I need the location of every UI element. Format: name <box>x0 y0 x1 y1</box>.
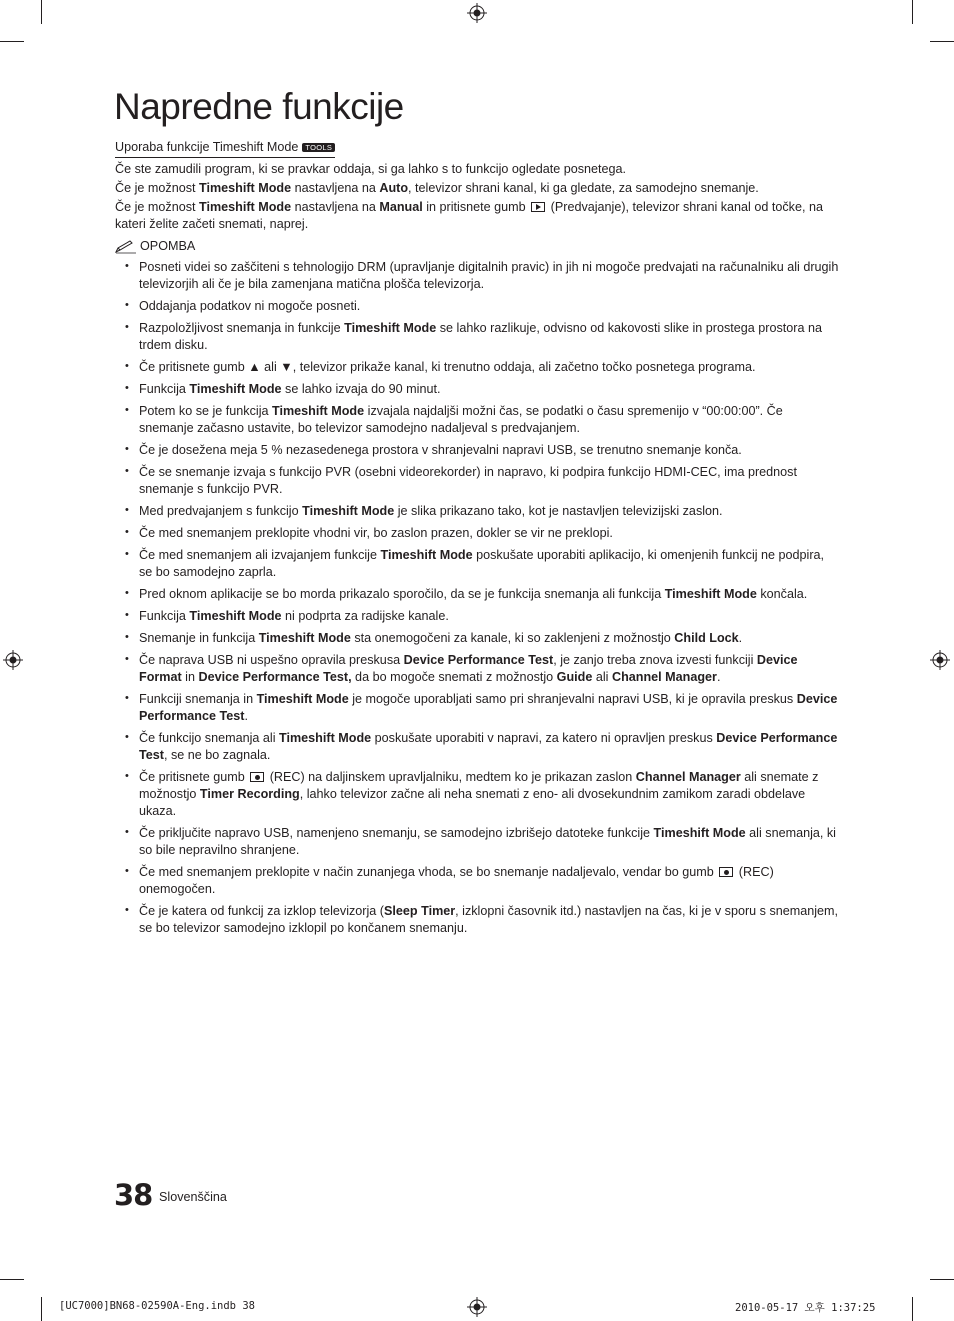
list-item: • Če se snemanje izvaja s funkcijo PVR (osebni videorekorder) in napravo, ki podpira funkcijo HDMI-CEC, ima prednost snemanje s funkcijo PVR. <box>139 464 839 498</box>
list-item: • Če med snemanjem preklopite v način zunanjega vhoda, se bo snemanje nadaljevalo, vendar bo gumb (REC) onemogočen. <box>139 864 839 898</box>
page-title: Napredne funkcije <box>114 86 404 127</box>
list-item: • Med predvajanjem s funkcijo Timeshift Mode je slika prikazano tako, kot je nastavljen televizijski zaslon. <box>139 503 839 520</box>
crop-mark <box>41 1297 42 1321</box>
registration-mark-icon <box>3 650 23 670</box>
list-item: • Če funkcijo snemanja ali Timeshift Mode poskušate uporabiti v napravi, za katero ni opravljen preskus Device Performance Test, se ne bo zagnala. <box>139 730 839 764</box>
main-content <box>115 139 841 942</box>
crop-mark <box>930 1279 954 1280</box>
print-slug-left: [UC7000]BN68-02590A-Eng.indb 38 <box>59 1300 255 1312</box>
list-item: • Če naprava USB ni uspešno opravila preskusa Device Performance Test, je zanjo treba znova izvesti funkciji Device Format in Device Performance Test, da bo mogoče snemati z možnostjo Guide ali Channel Manager. <box>139 652 839 686</box>
list-item: • Oddajanja podatkov ni mogoče posneti. <box>139 298 839 315</box>
list-item: • Potem ko se je funkcija Timeshift Mode izvajala najdaljši možni čas, se podatki o času spremenijo v “00:00:00”. Če snemanje začasno ustavite, bo televizor samodejno nadaljeval s predvajanjem. <box>139 403 839 437</box>
tools-badge: TOOLS <box>302 143 335 152</box>
list-item: • Če med snemanjem preklopite vhodni vir, bo zaslon prazen, dokler se vir ne preklopi. <box>139 525 839 542</box>
list-item: • Če pritisnete gumb (REC) na daljinskem upravljalniku, medtem ko je prikazan zaslon Channel Manager ali snemate z možnostjo Timer Recording, lahko televizor začne ali neha snemati z eno- ali dvosekundnim zamikom zaradi obdelave ukaza. <box>139 769 839 820</box>
list-item: • Če je katera od funkcij za izklop televizorja (Sleep Timer, izklopni časovnik itd.) nastavljen na čas, ki je v sporu s snemanjem, se bo televizor samodejno izklopil po končanem snemanju. <box>139 903 839 937</box>
note-header <box>115 238 841 255</box>
registration-mark-icon <box>930 650 950 670</box>
registration-mark-icon <box>467 3 487 23</box>
intro-paragraph: Če ste zamudili program, ki se pravkar oddaja, si ga lahko s to funkcijo ogledate posnetega. <box>115 162 627 176</box>
list-item: • Če priključite napravo USB, namenjeno snemanju, se samodejno izbrišejo datoteke funkcije Timeshift Mode ali snemanja, ki so bile nepravilno shranjene. <box>139 825 839 859</box>
rec-button-icon <box>719 867 733 877</box>
list-item: • Snemanje in funkcija Timeshift Mode sta onemogočeni za kanale, ki so zaklenjeni z možnostjo Child Lock. <box>139 630 839 647</box>
page-number: 38 <box>114 1178 153 1212</box>
note-label: OPOMBA <box>140 239 196 253</box>
registration-mark-icon <box>467 1297 487 1317</box>
list-item: • Razpoložljivost snemanja in funkcije Timeshift Mode se lahko razlikuje, odvisno od kakovosti slike in prostega prostora na trdem disku. <box>139 320 839 354</box>
play-button-icon <box>531 202 545 212</box>
crop-mark <box>912 1297 913 1321</box>
pencil-note-icon <box>115 240 137 254</box>
note-bullet-list <box>115 259 839 937</box>
page-language: Slovenščina <box>159 1190 227 1204</box>
section-heading-row <box>115 139 335 158</box>
list-item: • Funkcija Timeshift Mode ni podprta za radijske kanale. <box>139 608 839 625</box>
crop-mark <box>0 41 24 42</box>
list-item: • Funkciji snemanja in Timeshift Mode je mogoče uporabljati samo pri shranjevalni napravi USB, ki je opravila preskus Device Performance Test. <box>139 691 839 725</box>
crop-mark <box>0 1279 24 1280</box>
list-item: • Pred oknom aplikacije se bo morda prikazalo sporočilo, da se je funkcija snemanja ali funkcija Timeshift Mode končala. <box>139 586 839 603</box>
list-item: • Če je dosežena meja 5 % nezasedenega prostora v shranjevalni napravi USB, se trenutno snemanje konča. <box>139 442 839 459</box>
list-item: • Posneti videi so zaščiteni s tehnologijo DRM (upravljanje digitalnih pravic) in jih ni mogoče predvajati na računalniku ali drugih televizorjih ali če je bila zamenjana matična plošča televizorja. <box>139 259 839 293</box>
list-item: • Če pritisnete gumb ▲ ali ▼, televizor prikaže kanal, ki trenutno oddaja, ali začetno točko posnetega programa. <box>139 359 839 376</box>
list-item: • Če med snemanjem ali izvajanjem funkcije Timeshift Mode poskušate uporabiti aplikacijo, ki omenjenih funkcij ne podpira, se bo samodejno zaprla. <box>139 547 839 581</box>
crop-mark <box>41 0 42 24</box>
intro-paragraph: Če je možnost Timeshift Mode nastavljena na Auto, televizor shrani kanal, ki ga gledate, za samodejno snemanje. <box>115 181 759 195</box>
rec-button-icon <box>250 772 264 782</box>
intro-paragraph: Če je možnost Timeshift Mode nastavljena na Manual in pritisnete gumb (Predvajanje), televizor shrani kanal od točke, na kateri želite začeti snemati, naprej. <box>115 200 823 231</box>
section-heading: Uporaba funkcije Timeshift Mode <box>115 140 299 154</box>
crop-mark <box>912 0 913 24</box>
print-slug-right: 2010-05-17 오후 1:37:25 <box>735 1302 876 1314</box>
list-item: • Funkcija Timeshift Mode se lahko izvaja do 90 minut. <box>139 381 839 398</box>
crop-mark <box>930 41 954 42</box>
